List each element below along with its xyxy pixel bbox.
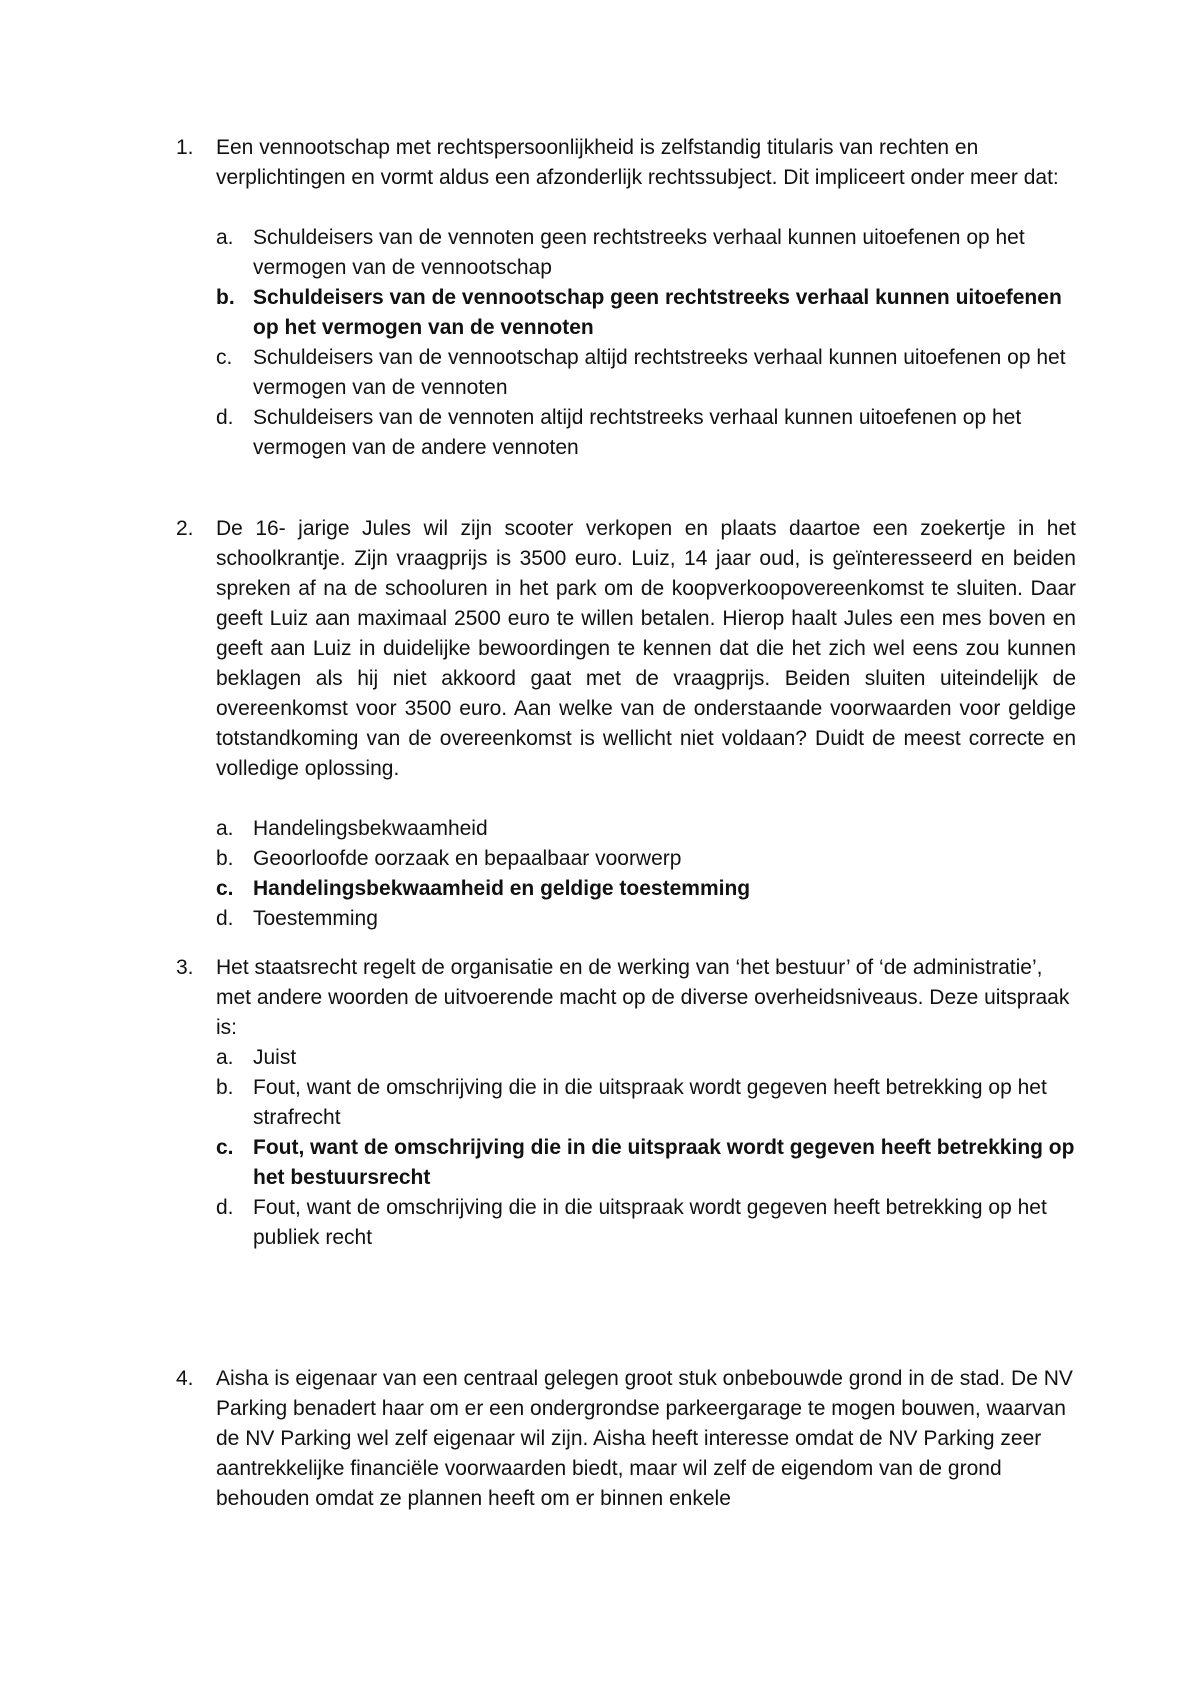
option-d bbox=[216, 403, 1076, 463]
option-text: Juist bbox=[253, 1046, 297, 1069]
option-letter: c. bbox=[216, 877, 234, 900]
option-a bbox=[216, 1043, 1076, 1073]
option-letter: d. bbox=[216, 1196, 234, 1219]
option-text: Fout, want de omschrijving die in die uitspraak wordt gegeven heeft betrekking op het strafrecht bbox=[253, 1076, 1047, 1129]
option-text: Geoorloofde oorzaak en bepaalbaar voorwerp bbox=[253, 847, 682, 870]
question-3 bbox=[176, 953, 1076, 1253]
option-letter: a. bbox=[216, 817, 234, 840]
option-text: Fout, want de omschrijving die in die uitspraak wordt gegeven heeft betrekking op het bestuursrecht bbox=[253, 1136, 1075, 1189]
option-letter: b. bbox=[216, 1076, 234, 1099]
option-a bbox=[216, 814, 1076, 844]
option-c-correct bbox=[216, 874, 1076, 904]
question-text: De 16- jarige Jules wil zijn scooter verkopen en plaats daartoe een zoekertje in het schoolkrantje. Zijn vraagprijs is 3500 euro. Luiz, 14 jaar oud, is geïnteresseerd en beiden spreken af na de schooluren in het park om de koopverkoopovereenkomst te sluiten. Daar geeft Luiz aan maximaal 2500 euro te willen betalen. Hierop haalt Jules een mes boven en geeft aan Luiz in duidelijke bewoordingen te kennen dat die het zich wel eens zou kunnen beklagen als hij niet akkoord gaat met de vraagprijs. Beiden sluiten uiteindelijk de overeenkomst voor 3500 euro. Aan welke van de onderstaande voorwaarden voor geldige totstandkoming van de overeenkomst is wellicht niet voldaan? Duidt de meest correcte en volledige oplossing. bbox=[216, 517, 1076, 780]
question-text: Aisha is eigenaar van een centraal gelegen groot stuk onbebouwde grond in de stad. De NV Parking benadert haar om er een ondergrondse parkeergarage te mogen bouwen, waarvan de NV Parking wel zelf eigenaar wil zijn. Aisha heeft interesse omdat de NV Parking zeer aantrekkelijke financiële voorwaarden biedt, maar wil zelf de eigendom van de grond behouden omdat ze plannen heeft om er binnen enkele bbox=[216, 1367, 1073, 1510]
option-d bbox=[216, 1193, 1076, 1253]
option-d bbox=[216, 904, 1076, 934]
question-1 bbox=[176, 133, 1076, 463]
option-letter: d. bbox=[216, 907, 234, 930]
option-b-correct bbox=[216, 283, 1076, 343]
option-text: Toestemming bbox=[253, 907, 378, 930]
option-letter: d. bbox=[216, 406, 234, 429]
option-text: Schuldeisers van de vennootschap altijd rechtstreeks verhaal kunnen uitoefenen op het vermogen van de vennoten bbox=[253, 346, 1066, 399]
option-text: Fout, want de omschrijving die in die uitspraak wordt gegeven heeft betrekking op het publiek recht bbox=[253, 1196, 1047, 1249]
option-letter: c. bbox=[216, 1136, 234, 1159]
option-c-correct bbox=[216, 1133, 1076, 1193]
option-letter: a. bbox=[216, 226, 234, 249]
option-letter: b. bbox=[216, 286, 235, 309]
option-text: Schuldeisers van de vennootschap geen rechtstreeks verhaal kunnen uitoefenen op het vermogen van de vennoten bbox=[253, 286, 1062, 339]
option-c bbox=[216, 343, 1076, 403]
option-letter: b. bbox=[216, 847, 234, 870]
question-text: Het staatsrecht regelt de organisatie en de werking van ‘het bestuur’ of ‘de administratie’, met andere woorden de uitvoerende macht op de diverse overheidsniveaus. Deze uitspraak is: bbox=[216, 956, 1070, 1039]
option-b bbox=[216, 1073, 1076, 1133]
question-4 bbox=[176, 1364, 1076, 1514]
answer-options bbox=[216, 1043, 1076, 1253]
option-text: Handelingsbekwaamheid bbox=[253, 817, 488, 840]
option-a bbox=[216, 223, 1076, 283]
option-text: Schuldeisers van de vennoten geen rechtstreeks verhaal kunnen uitoefenen op het vermogen van de vennootschap bbox=[253, 226, 1025, 279]
option-b bbox=[216, 844, 1076, 874]
answer-options bbox=[216, 814, 1076, 934]
question-number: 3. bbox=[176, 956, 194, 979]
option-text: Handelingsbekwaamheid en geldige toestemming bbox=[253, 877, 751, 900]
option-letter: a. bbox=[216, 1046, 234, 1069]
question-2 bbox=[176, 514, 1076, 934]
option-letter: c. bbox=[216, 346, 233, 369]
question-number: 4. bbox=[176, 1367, 194, 1390]
question-text: Een vennootschap met rechtspersoonlijkheid is zelfstandig titularis van rechten en verplichtingen en vormt aldus een afzonderlijk rechtssubject. Dit impliceert onder meer dat: bbox=[216, 136, 1059, 189]
question-number: 1. bbox=[176, 136, 194, 159]
option-text: Schuldeisers van de vennoten altijd rechtstreeks verhaal kunnen uitoefenen op het vermogen van de andere vennoten bbox=[253, 406, 1022, 459]
answer-options bbox=[216, 223, 1076, 463]
question-number: 2. bbox=[176, 517, 194, 540]
